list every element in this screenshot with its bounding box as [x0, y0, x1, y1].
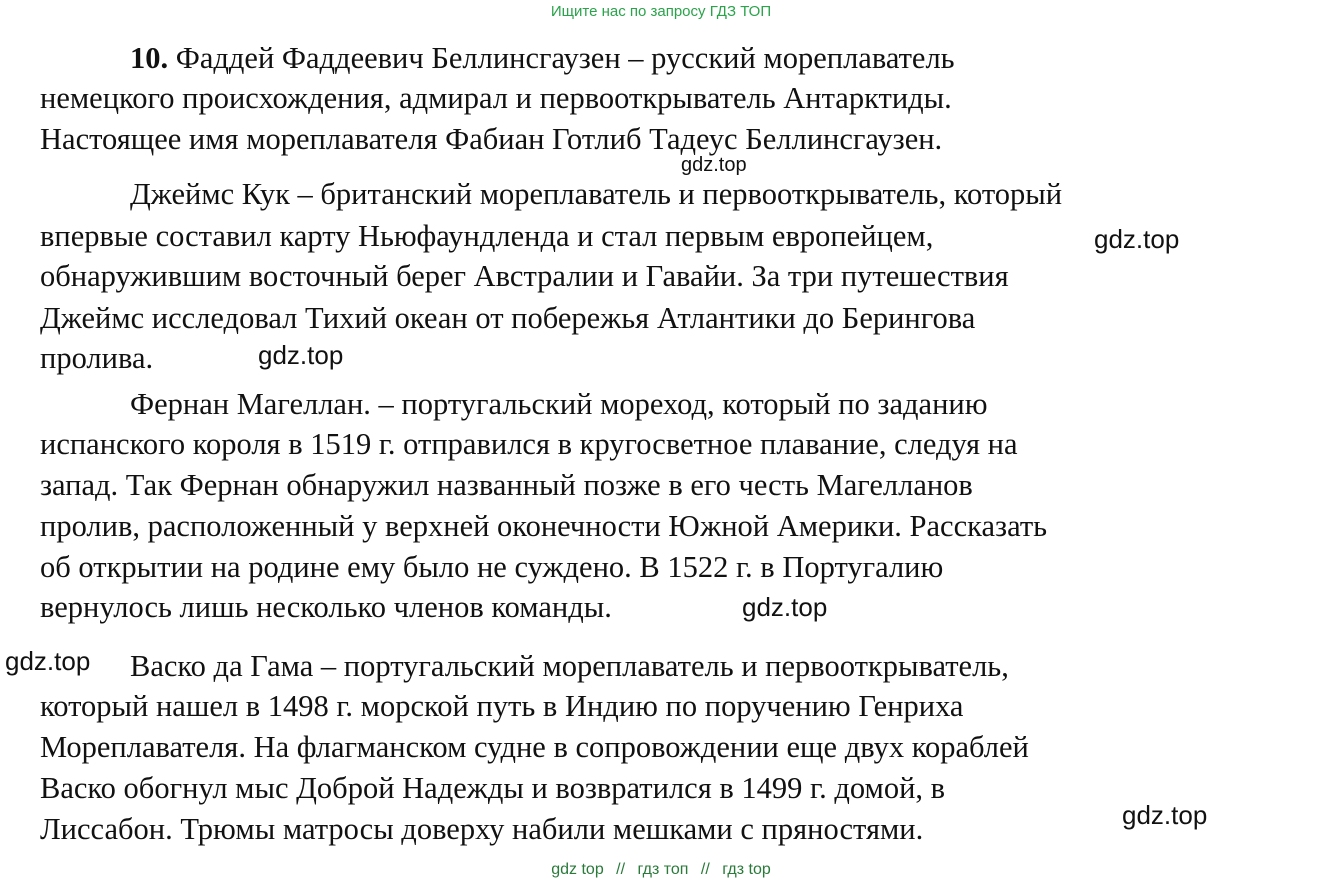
watermark: gdz.top	[1122, 800, 1208, 830]
footer-separator: //	[700, 861, 710, 878]
text-line: немецкого происхождения, адмирал и первооткрыватель Антарктиды.	[40, 81, 952, 115]
footer-links	[0, 856, 1322, 884]
text-line: Лиссабон. Трюмы матросы доверху набили мешками с пряностями.	[40, 812, 924, 846]
textbook-page	[0, 24, 1322, 856]
watermark: gdz.top	[681, 154, 747, 176]
text-line: Васко да Гама – португальский мореплаватель и первооткрыватель,	[130, 649, 1009, 683]
text-line: Джеймс исследовал Тихий океан от побережья Атлантики до Берингова	[40, 301, 976, 335]
text-line: пролива.	[40, 341, 154, 375]
text-line: обнаружившим восточный берег Австралии и Гавайи. За три путешествия	[40, 259, 1009, 293]
footer-link[interactable]: gdz top	[551, 861, 604, 878]
text-line: пролив, расположенный у верхней оконечности Южной Америки. Рассказать	[40, 509, 1048, 543]
text-line: Джеймс Кук – британский мореплаватель и первооткрыватель, который	[130, 177, 1063, 211]
footer-separator: //	[616, 861, 626, 878]
text-line: Фернан Магеллан. – португальский мореход, который по заданию	[130, 387, 988, 421]
text-line: впервые составил карту Ньюфаундленда и стал первым европейцем,	[40, 219, 934, 253]
text-line: вернулось лишь несколько членов команды.	[40, 590, 612, 624]
watermark: gdz.top	[5, 646, 91, 676]
watermark: gdz.top	[1094, 224, 1180, 254]
text-line: об открытии на родине ему было не суждено. В 1522 г. в Португалию	[40, 550, 944, 584]
text-line: испанского короля в 1519 г. отправился в кругосветное плавание, следуя на	[40, 427, 1018, 461]
text-line: Настоящее имя мореплавателя Фабиан Готлиб Тадеус Беллинсгаузен.	[40, 122, 943, 156]
text-line: Мореплавателя. На флагманском судне в сопровождении еще двух кораблей	[40, 730, 1029, 764]
text-line: запад. Так Фернан обнаружил названный позже в его честь Магелланов	[40, 468, 973, 502]
watermark: gdz.top	[258, 340, 344, 370]
footer-link[interactable]: гдз top	[722, 861, 771, 878]
text-line: Васко обогнул мыс Доброй Надежды и возвратился в 1499 г. домой, в	[40, 771, 946, 805]
footer-link[interactable]: гдз топ	[637, 861, 689, 878]
task-number: 10.	[130, 41, 169, 75]
top-banner: Ищите нас по запросу ГДЗ ТОП	[550, 3, 772, 20]
line-text: Фаддей Фаддеевич Беллинсгаузен – русский мореплаватель	[175, 41, 955, 75]
text-line: который нашел в 1498 г. морской путь в Индию по поручению Генриха	[40, 689, 964, 723]
text-line	[130, 38, 955, 78]
watermark: gdz.top	[742, 592, 828, 622]
